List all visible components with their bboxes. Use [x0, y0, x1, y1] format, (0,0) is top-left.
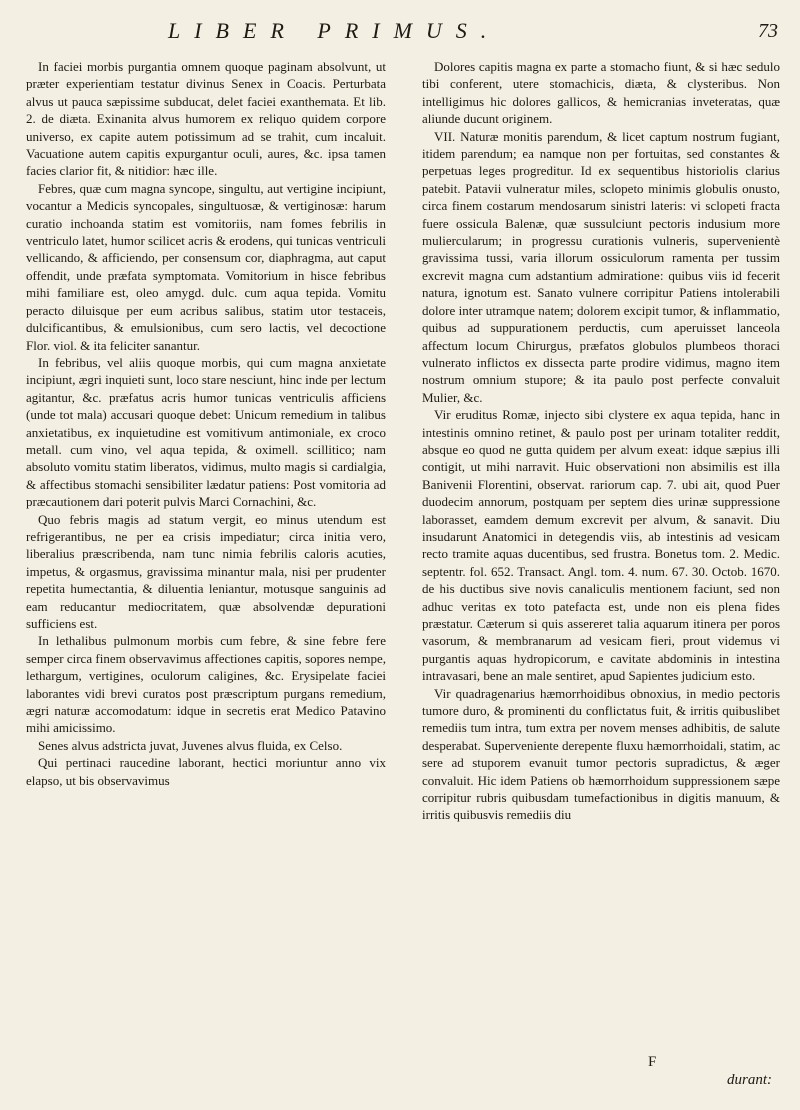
paragraph: Quo febris magis ad statum vergit, eo minus utendum est refrigerantibus, ne per ea crisis impediatur; circa initia vero, liberalius præscribenda, nam tunc nimia febrilis caloris acuties, impetus, & orgasmus, gravissima minantur mala, nisi per prudenter repetita humectantia, & diluentia leniantur, motusque sanguinis ad eam reducantur mediocritatem, quæ absolvendæ depurationi sufficiens est. — [26, 511, 386, 631]
left-column — [26, 58, 386, 789]
paragraph: In febribus, vel aliis quoque morbis, qui cum magna anxietate incipiunt, ægri inquieti sunt, loco stare nesciunt, hinc inde per lectum agitantur, &c. præfatus acris humor tunicas ventriculis afficiens (unde tot mala) accusari quoque debet: Unicum remedium in talibus anxietatibus, ex inquietudine est vomitivum antimoniale, ex croco metall. cum vino, vel aqua tepida, & oximell. scillitico; nam absoluto vomitu statim liberatos, vidimus, multo magis si cardialgia, & affectibus stomachi sensibiliter lædatur patiens: Post vomitoria ad præcautionem dari poterit pulvis Marci Cornachini, &c. — [26, 354, 386, 510]
page-number: 73 — [758, 20, 778, 42]
paragraph: VII. Naturæ monitis parendum, & licet captum nostrum fugiant, itidem parendum; ea namque non per fortuitas, sed constantes & perpetuas leges progreditur. Id ex sequentibus historiolis clarius patebit. Patavii vulneratur miles, sclopeto minimis globulis onusto, circa finem costarum mendosarum sinistri lateris: vi sclopeti fracta fuere ossicula Balenæ, quæ sussulciunt pectoris indusium more muliercularum; in progressu curationis vulneris, supervenientè gravissima tussi, varia illorum ossiculorum ramenta per tussim excrevit magna cum adstantium admiratione: quibus viis id fecerit natura, ignotum est. Sanato vulnere corripitur Patiens intolerabili dolore inter utramque natem; dolorem excipit tumor, & inflammatio, quibus ad suppurationem perductis, cum aperuisset lanceola affectum locum Chirurgus, præfatos globulos plumbeos thoraci vulnerato inflictos ex dissecta parte prodire vidimus, magno item nostrum omnium stupore; & ita paulo post perfecte convaluit Mulier, &c. — [422, 128, 780, 405]
paragraph: Qui pertinaci raucedine laborant, hectici moriuntur anno vix elapso, ut bis observavimus — [26, 755, 386, 788]
paragraph: In faciei morbis purgantia omnem quoque paginam absolvunt, ut præter experientiam testatur divinus Senex in Coacis. Perturbata alvus ut pauca sæpissime subducat, delet faciei exanthemata. Et lib. 2. de diæta. Exinanita alvus humorem ex reliquo quidem corpore universo, ex capite autem potissimum ad se trahit, cum incaluit. Vacuatione autem capitis expurgantur oculi, aures, &c. ipsa tamen facies clarior fit, & nitidior: hæc ille. — [26, 59, 386, 179]
paragraph: Vir eruditus Romæ, injecto sibi clystere ex aqua tepida, hanc in intestinis omnino retinet, & paulo post per urinam totaliter reddit, absque eo quod ne gutta quidem per alvum exeat: idque sæpius illi contigit, ut mihi narravit. Huic observationi non absimilis est illa Banivenii Florentini, observat. rariorum cap. 7. ubi ait, quod Puer duodecim annorum, postquam per septem dies urinæ suppressione laborasset, eamdem demum excrevit per alvum, & sanavit. Diu insudarunt Anatomici in detegendis viis, ab intestinis ad vesicam recto tramite aquas ducentibus, sed frustra. Bonetus tom. 2. Medic. septentr. fol. 652. Transact. Angl. tom. 4. num. 67. 30. Octob. 1670. de his ductibus sive novis canaliculis mentionem faciunt, sed non adhuc veritas ex toto patefacta est, unde non eis plena fides præstatur. Cæterum si quis assereret talia aquarum itinera per poros vasorum, & membranarum ad vesicam fieri, prout videmus vi purgantis aquas hydropicorum, e cavitate abdominis in intestina intravasari, bene an male sentiret, apud Sapientes judicium esto. — [422, 407, 780, 684]
paragraph: Dolores capitis magna ex parte a stomacho fiunt, & si hæc sedulo tibi conferent, utere stomachicis, diæta, & clysteribus. Non intelligimus hic dolores gallicos, & hemicranias inveteratas, quæ aliunde ducunt originem. — [422, 59, 780, 127]
catchword: durant: — [727, 1072, 772, 1088]
right-column — [422, 58, 780, 824]
running-head: LIBER PRIMUS. — [168, 18, 501, 43]
signature-mark: F — [648, 1054, 657, 1070]
paragraph: Vir quadragenarius hæmorrhoidibus obnoxius, in medio pectoris tumore duro, & prominenti du conflictatus fuit, & irritis quibuslibet remediis tum intra, tum extra per novem menses adhibitis, de salute desperabat. Superveniente derepente fluxu hæmorrhoidali, statim, ac sere ad stuporem evanuit tumor pectoris supradictus, & æger convaluit. Hic idem Patiens ob hæmorrhoidum suppressionem sæpe corripitur rubris quibusdam tumefactionibus in digitis manuum, & irritis quibusvis remediis diu — [422, 685, 780, 823]
paragraph: Febres, quæ cum magna syncope, singultu, aut vertigine incipiunt, vocantur a Medicis syncopales, singultuosæ, & vertiginosæ: harum curatio inchoanda statim est vomitoriis, nam fomes febrilis in ventriculo latet, humor scilicet acris & erodens, qui tunicas ventriculi vellicando, & afficiendo, per consensum cor, diaphragma, aut caput offendit, unde præfata symptomata. Vomitorium in hisce febribus mihi familiare est, oleo amygd. dulc. cum aqua tepida. Vomitu peracto diluisque per eum acribus salibus, statim utor testaceis, dulcificantibus, & emulsionibus, cum sero lactis, vel decoctione Flor. viol. & ita feliciter sanantur. — [26, 180, 386, 353]
paragraph: Senes alvus adstricta juvat, Juvenes alvus fluida, ex Celso. — [38, 737, 343, 753]
paragraph: In lethalibus pulmonum morbis cum febre, & sine febre fere semper circa finem observavimus affectiones capitis, sopores nempe, lethargum, vertigines, oculorum caligines, &c. Erysipelate faciei laborantes vidi brevi curatos post præscriptum purgans remedium, ægri naturæ accomodatum: idque in secretis erat Medico Patavino mihi amicissimo. — [26, 633, 386, 736]
page-header — [28, 10, 778, 54]
